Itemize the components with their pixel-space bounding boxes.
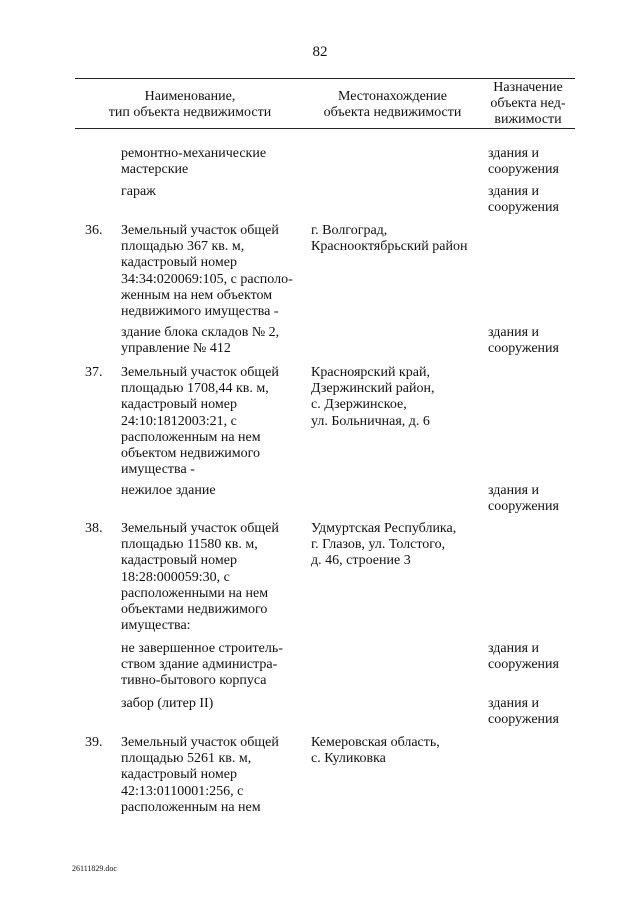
row-name: Земельный участок общей площадью 5261 кв. м, кадастровый номер 42:13:0110001:256, с расположенным на нем: [121, 735, 279, 815]
row-name: Земельный участок общей площадью 1708,44 кв. м, кадастровый номер 24:10:1812003:21, с расположенным на нем объектом недвижимого имущества -: [121, 365, 279, 478]
row-purpose: здания и сооружения: [488, 325, 559, 357]
row-name: нежилое здание: [121, 483, 216, 498]
row-name: Земельный участок общей площадью 11580 кв. м, кадастровый номер 18:28:000059:30, с расположенными на нем объектами недвижимого имущества:: [121, 521, 279, 634]
row-location: г. Волгоград, Краснооктябрьский район: [311, 223, 468, 255]
column-header-name: Наименование, тип объекта недвижимости: [108, 89, 272, 120]
row-number: 38.: [85, 521, 103, 536]
row-name: забор (литер II): [121, 696, 214, 711]
row-purpose: здания и сооружения: [488, 696, 559, 728]
header-bottom-rule: [75, 128, 575, 129]
row-location: Кемеровская область, с. Куликовка: [311, 735, 440, 767]
header-top-rule: [75, 78, 575, 79]
row-purpose: здания и сооружения: [488, 483, 559, 515]
row-location: Красноярский край, Дзержинский район, с. Дзержинское, ул. Больничная, д. 6: [311, 365, 435, 429]
row-purpose: здания и сооружения: [488, 641, 559, 673]
row-number: 37.: [85, 365, 103, 380]
row-purpose: здания и сооружения: [488, 146, 559, 178]
column-header-purpose: Назначение объекта нед- вижимости: [490, 80, 566, 127]
row-name: не завершенное строитель- ством здание администра- тивно-бытового корпуса: [121, 641, 283, 689]
row-number: 39.: [85, 735, 103, 750]
row-number: 36.: [85, 223, 103, 238]
row-purpose: здания и сооружения: [488, 184, 559, 216]
column-header-location: Местонахождение объекта недвижимости: [323, 89, 462, 120]
row-name: ремонтно-механические мастерские: [121, 146, 267, 178]
row-name: Земельный участок общей площадью 367 кв. м, кадастровый номер 34:34:020069:105, с располо- женным на нем объектом недвижимого имущества -: [121, 223, 293, 320]
document-footer: 26111829.doc: [72, 864, 117, 873]
row-location: Удмуртская Республика, г. Глазов, ул. Толстого, д. 46, строение 3: [311, 521, 457, 569]
row-name: гараж: [121, 184, 156, 199]
row-name: здание блока складов № 2, управление № 412: [121, 325, 280, 357]
page-number: 82: [312, 44, 328, 60]
